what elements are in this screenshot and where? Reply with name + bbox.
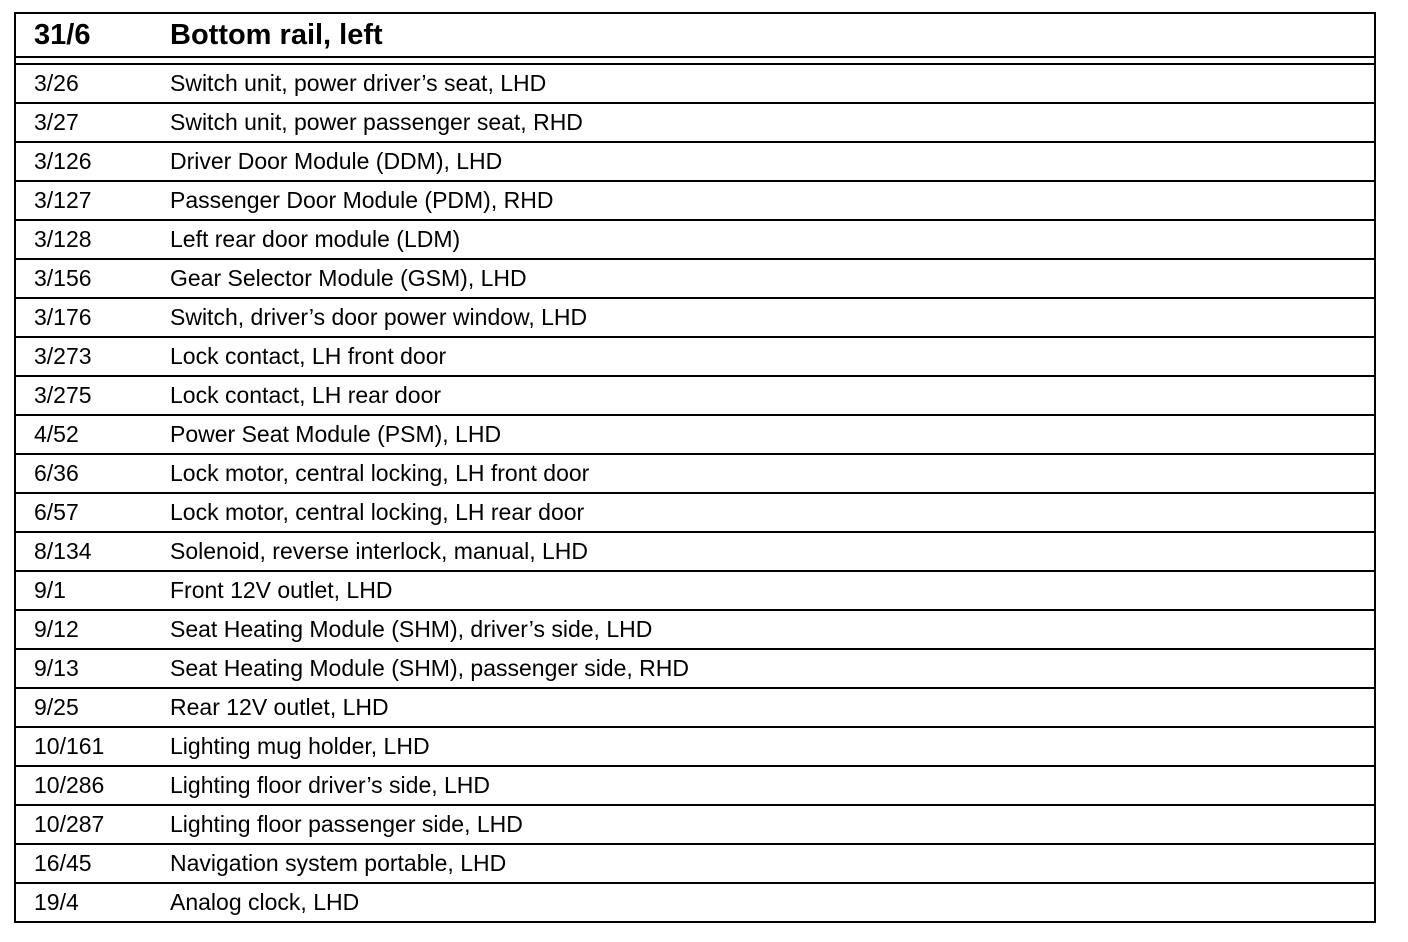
row-description: Switch unit, power passenger seat, RHD	[170, 109, 583, 135]
row-code: 9/25	[34, 694, 79, 720]
row-code: 3/27	[34, 109, 79, 135]
table-row	[16, 65, 1374, 104]
row-code: 6/57	[34, 499, 79, 525]
table-row	[16, 845, 1374, 884]
table-row	[16, 104, 1374, 143]
table-body	[16, 65, 1374, 921]
table-row	[16, 572, 1374, 611]
row-description: Power Seat Module (PSM), LHD	[170, 421, 502, 447]
table-row	[16, 182, 1374, 221]
row-code: 10/286	[34, 772, 105, 798]
table-row	[16, 377, 1374, 416]
table-row	[16, 221, 1374, 260]
row-code: 3/275	[34, 382, 92, 408]
table-row	[16, 611, 1374, 650]
row-description: Left rear door module (LDM)	[170, 226, 461, 252]
row-code: 3/26	[34, 70, 79, 96]
row-description: Lock motor, central locking, LH front door	[170, 460, 590, 486]
row-description: Lighting floor passenger side, LHD	[170, 811, 523, 837]
table-row	[16, 767, 1374, 806]
row-description: Seat Heating Module (SHM), passenger side, RHD	[170, 655, 690, 681]
row-description: Solenoid, reverse interlock, manual, LHD	[170, 538, 589, 564]
row-description: Navigation system portable, LHD	[170, 850, 507, 876]
component-table	[14, 12, 1376, 923]
row-description: Passenger Door Module (PDM), RHD	[170, 187, 554, 213]
row-description: Driver Door Module (DDM), LHD	[170, 148, 503, 174]
table-header	[16, 14, 1374, 58]
row-code: 6/36	[34, 460, 79, 486]
row-code: 3/127	[34, 187, 92, 213]
row-description: Lighting mug holder, LHD	[170, 733, 430, 759]
header-code: 31/6	[34, 18, 91, 51]
header-divider	[16, 58, 1374, 65]
row-description: Gear Selector Module (GSM), LHD	[170, 265, 527, 291]
row-description: Switch unit, power driver’s seat, LHD	[170, 70, 547, 96]
row-description: Lock contact, LH rear door	[170, 382, 442, 408]
table-row	[16, 143, 1374, 182]
row-description: Rear 12V outlet, LHD	[170, 694, 389, 720]
row-code: 3/273	[34, 343, 92, 369]
row-description: Lock contact, LH front door	[170, 343, 447, 369]
row-code: 9/12	[34, 616, 79, 642]
table-row	[16, 806, 1374, 845]
row-code: 4/52	[34, 421, 79, 447]
row-code: 16/45	[34, 850, 92, 876]
row-code: 9/13	[34, 655, 79, 681]
row-code: 8/134	[34, 538, 92, 564]
row-description: Lighting floor driver’s side, LHD	[170, 772, 491, 798]
row-description: Lock motor, central locking, LH rear door	[170, 499, 585, 525]
table-row	[16, 338, 1374, 377]
table-row	[16, 650, 1374, 689]
row-code: 3/176	[34, 304, 92, 330]
table-row	[16, 494, 1374, 533]
row-code: 19/4	[34, 889, 79, 915]
row-description: Analog clock, LHD	[170, 889, 360, 915]
row-code: 10/287	[34, 811, 105, 837]
table-row	[16, 728, 1374, 767]
row-code: 10/161	[34, 733, 105, 759]
table-row	[16, 455, 1374, 494]
row-description: Front 12V outlet, LHD	[170, 577, 393, 603]
row-description: Switch, driver’s door power window, LHD	[170, 304, 588, 330]
header-title: Bottom rail, left	[170, 18, 383, 51]
table-row	[16, 689, 1374, 728]
row-code: 3/128	[34, 226, 92, 252]
row-description: Seat Heating Module (SHM), driver’s side, LHD	[170, 616, 653, 642]
table-row	[16, 416, 1374, 455]
row-code: 9/1	[34, 577, 66, 603]
row-code: 3/156	[34, 265, 92, 291]
table-row	[16, 260, 1374, 299]
table-row	[16, 299, 1374, 338]
table-row	[16, 533, 1374, 572]
table-row	[16, 884, 1374, 921]
row-code: 3/126	[34, 148, 92, 174]
